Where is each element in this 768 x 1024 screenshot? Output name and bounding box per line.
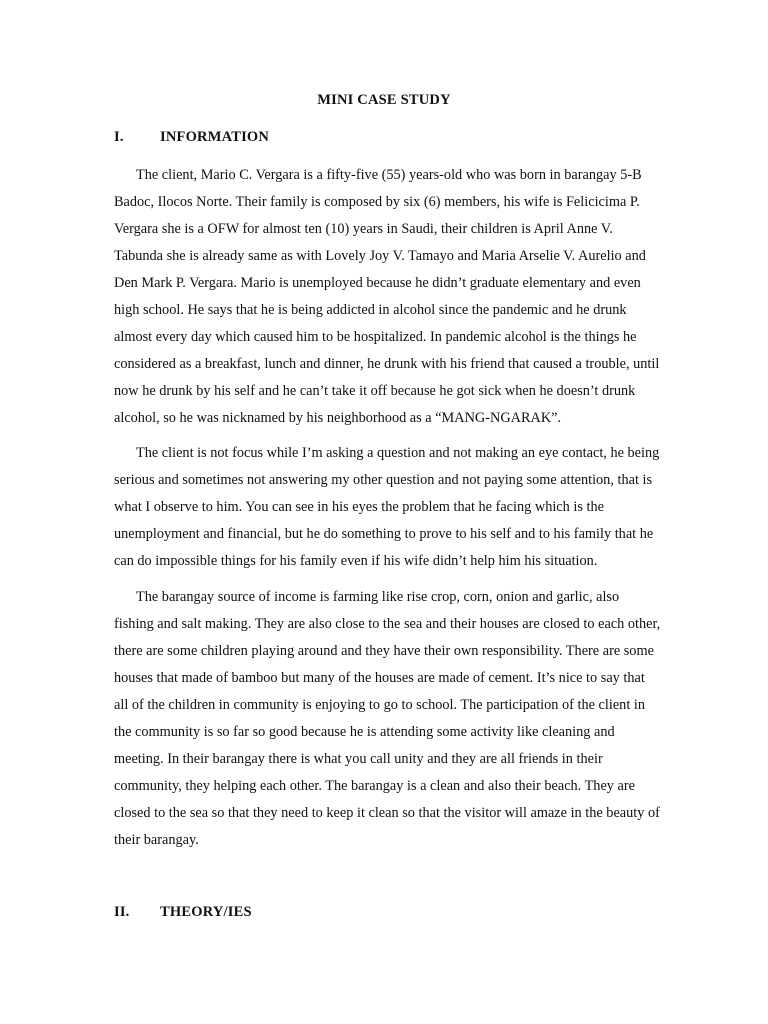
section-number: I. — [114, 129, 124, 145]
section-heading-information — [114, 129, 269, 146]
paragraph-client-observation: The client is not focus while I’m asking a question and not making an eye contact, he being serious and sometimes not answering my other question and not paying some attention, that is what I observe to him. You can see in his eyes the problem that he facing which is the unemployment and financial, but he do something to prove to his self and to his family that he can do impossible things for his family even if his wife didn’t help him his situation. — [114, 445, 660, 569]
paragraph-client-info: The client, Mario C. Vergara is a fifty-five (55) years-old who was born in barangay 5-B Badoc, Ilocos Norte. Their family is composed by six (6) members, his wife is Felicicima P. Vergara she is a OFW for almost ten (10) years in Saudi, their children is April Anne V. Tabunda she is already same as with Lovely Joy V. Tamayo and Maria Arselie V. Aurelio and Den Mark P. Vergara. Mario is unemployed because he didn’t graduate elementary and even high school. He says that he is being addicted in alcohol since the pandemic and he drunk almost every day which caused him to be hospitalized. In pandemic alcohol is the things he considered as a breakfast, lunch and dinner, he drunk with his friend that caused a trouble, until now he drunk by his self and he can’t take it off because he got sick when he doesn’t drunk alcohol, so he was nicknamed by his neighborhood as a “MANG-NGARAK”. — [114, 167, 660, 426]
document-title: MINI CASE STUDY — [317, 92, 451, 108]
section-heading-theories — [114, 904, 252, 921]
section-title: INFORMATION — [160, 129, 270, 145]
section-number: II. — [114, 904, 130, 920]
paragraph-barangay: The barangay source of income is farming like rise crop, corn, onion and garlic, also fishing and salt making. They are also close to the sea and their houses are closed to each other, there are some children playing around and they have their own responsibility. There are some houses that made of bamboo but many of the houses are made of cement. It’s nice to say that all of the children in community is enjoying to go to school. The participation of the client in the community is so far so good because he is attending some activity like cleaning and meeting. In their barangay there is what you call unity and they are all friends in their community, they helping each other. The barangay is a clean and also their beach. They are closed to the sea so that they need to keep it clean so that the visitor will amaze in the beauty of their barangay. — [114, 589, 661, 848]
section-title: THEORY/IES — [160, 904, 252, 920]
